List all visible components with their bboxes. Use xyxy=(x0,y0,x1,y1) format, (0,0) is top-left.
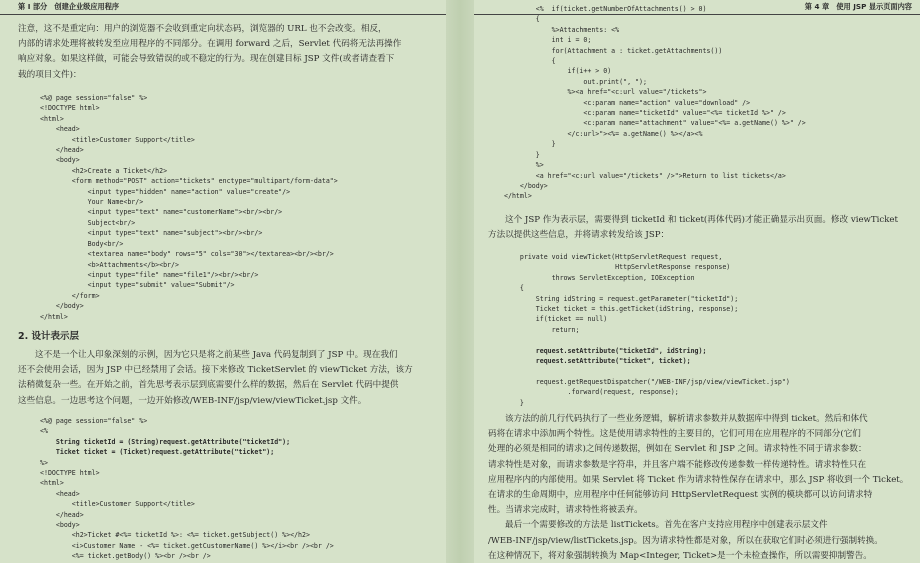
code-line: <a href="<c:url value="/tickets" />">Return to list tickets</a> xyxy=(504,171,786,180)
text-line: /WEB-INF/jsp/view/listTickets.jsp。因为请求特性都是对象，所以在获取它们时必须进行强制转换。 xyxy=(488,535,883,546)
code-line: Subject<br/> xyxy=(40,218,136,227)
body-paragraph xyxy=(18,348,438,409)
code-line: %><a href="<c:url value="/tickets"> xyxy=(504,88,707,97)
body-paragraph xyxy=(488,412,912,563)
code-line: %> xyxy=(40,458,48,467)
code-line: Body<br/> xyxy=(40,239,124,248)
code-line: <!DOCTYPE html> xyxy=(40,469,100,478)
text-line: 在请求的生命周期中，应用程序中任何能够访问 HttpServletRequest 实例的模块都可以访问请求特 xyxy=(488,490,873,501)
code-line: <c:param name="ticketId" value="<%= ticketId %>" /> xyxy=(504,109,786,118)
code-line: <c:param name="action" value="download" /> xyxy=(504,98,751,107)
code-line: </html> xyxy=(40,312,68,321)
text-line: 性。当请求完成时，请求特性将被丢弃。 xyxy=(488,505,643,516)
code-line: <% xyxy=(40,427,48,436)
text-line: 载的项目文件)： xyxy=(18,69,82,80)
code-line: String idString = request.getParameter("ticketId"); xyxy=(504,294,739,303)
code-line: throws ServletException, IOException xyxy=(504,273,695,282)
code-listing-view-ticket xyxy=(40,416,334,562)
text-line: 响应对象。如果这样做，可能会导致错误的或不稳定的行为。现在创建目标 JSP 文件(或者请查看下 xyxy=(18,54,395,65)
code-listing-view-ticket-method xyxy=(504,252,790,408)
text-line: 这不是一个让人印象深刻的示例，因为它只是将之前某些 Java 代码复制到了 JSP 中。现在我们 xyxy=(35,350,398,360)
code-line: <!DOCTYPE html> xyxy=(40,104,100,113)
right-page xyxy=(474,0,920,563)
text-line: 注意，这不是重定向：用户的浏览器不会收到重定向状态码，浏览器的 URL 也不会改变。相反， xyxy=(18,24,387,34)
code-line: </head> xyxy=(40,510,84,519)
code-listing-create-ticket xyxy=(40,93,338,322)
code-line: if(ticket == null) xyxy=(504,315,608,324)
code-line: <c:param name="attachment" value="<%= a.getName() %>" /> xyxy=(504,119,806,128)
code-line: { xyxy=(504,57,556,66)
code-line: %> xyxy=(504,161,544,170)
text-line: 方法以提供这些信息，并将请求转发给该 JSP： xyxy=(488,230,670,241)
text-line: 还不会使用会话，因为 JSP 中已经禁用了会话。接下来修改 TicketServlet 的 viewTicket 方法，该方 xyxy=(18,365,413,376)
code-line: </form> xyxy=(40,291,100,300)
code-line: { xyxy=(504,15,540,24)
text-line: 内部的请求处理将被转发至应用程序的不同部分。在调用 forward 之后，Servlet 代码将无法再操作 xyxy=(18,39,402,50)
code-line: String ticketId = (String)request.getAttribute("ticketId"); xyxy=(40,437,291,446)
code-line: { xyxy=(504,284,524,293)
text-line: 请求特性是对象，而请求参数是字符串，并且客户端不能修改传递参数一样传递特性。请求特性只在 xyxy=(488,459,867,470)
code-line: Your Name<br/> xyxy=(40,198,144,207)
code-line: <input type="hidden" name="action" value="create"/> xyxy=(40,187,291,196)
code-line: for(Attachment a : ticket.getAttachments()) xyxy=(504,46,723,55)
code-line: %>Attachments: <% xyxy=(504,25,620,34)
code-line: } xyxy=(504,150,540,159)
code-line: <h2>Ticket #<%= ticketId %>: <%= ticket.getSubject() %></h2> xyxy=(40,531,310,540)
section-heading: 2. 设计表示层 xyxy=(18,331,80,342)
code-line: <%@ page session="false" %> xyxy=(40,417,148,425)
code-line: return; xyxy=(504,325,580,334)
code-line: out.print(", "); xyxy=(504,77,647,86)
text-line: 在这种情况下，将对象强制转换为 Map<Integer, Ticket>是一个未检查操作，所以需要抑制警告。 xyxy=(488,550,872,561)
code-line: <textarea name="body" rows="5" cols="30"></textarea><br/><br/> xyxy=(40,250,334,259)
code-line: <html> xyxy=(40,114,64,123)
code-line: <input type="text" name="customerName"><br/><br/> xyxy=(40,208,283,217)
book-gutter xyxy=(446,0,474,563)
code-line: <i>Customer Name - <%= ticket.getCustomerName() %></i><br /><br /> xyxy=(40,541,334,550)
body-paragraph xyxy=(488,213,912,243)
code-line: <html> xyxy=(40,479,64,488)
left-page xyxy=(0,0,446,563)
code-line: <body> xyxy=(40,156,80,165)
code-line: <title>Customer Support</title> xyxy=(40,500,195,509)
code-line: request.getRequestDispatcher("/WEB-INF/jsp/view/viewTicket.jsp") xyxy=(504,377,790,386)
code-line: } xyxy=(504,140,556,149)
code-line: <h2>Create a Ticket</h2> xyxy=(40,166,168,175)
code-line: </body> xyxy=(504,181,548,190)
text-line: 这个 JSP 作为表示层，需要得到 ticketId 和 ticket(再体代码)才能正确显示出页面。修改 viewTicket xyxy=(505,215,898,225)
text-line: 该方法的前几行代码执行了一些业务逻辑，解析请求参数并从数据库中得到 ticket。然后和体代 xyxy=(505,414,868,424)
code-line: request.setAttribute("ticketId", idString); xyxy=(504,346,707,355)
code-line: request.setAttribute("ticket", ticket); xyxy=(504,357,691,366)
left-running-header xyxy=(0,0,446,15)
text-line: 这些信息。一边思考这个问题，一边开始修改/WEB-INF/jsp/view/viewTicket.jsp 文件。 xyxy=(18,395,367,406)
code-line: Ticket ticket = (Ticket)request.getAttribute("ticket"); xyxy=(40,448,275,457)
code-line: <head> xyxy=(40,489,80,498)
code-line: <%@ page session="false" %> xyxy=(40,94,148,102)
code-line: private void viewTicket(HttpServletRequest request, xyxy=(504,253,723,261)
code-line: <form method="POST" action="tickets" enctype="multipart/form-data"> xyxy=(40,177,338,186)
code-line: <% if(ticket.getNumberOfAttachments() > 0) xyxy=(504,5,707,13)
code-line: int i = 0; xyxy=(504,36,592,45)
code-line: } xyxy=(504,398,524,407)
code-line: </head> xyxy=(40,146,84,155)
code-line: Ticket ticket = this.getTicket(idString, response); xyxy=(504,305,739,314)
code-line: <body> xyxy=(40,521,80,530)
code-listing-attachments xyxy=(504,4,806,202)
text-line: 法稍微复杂一些。在开始之前，首先思考表示层到底需要什么样的数据，然后在 Servlet 代码中提供 xyxy=(18,380,399,391)
left-header-text: 第 I 部分 创建企业级应用程序 xyxy=(18,2,120,11)
text-line: 应用程序内的内部使用。如果 Servlet 将 Ticket 作为请求特性保存在请求中，那么 JSP 将收到一个 Ticket。 xyxy=(488,474,909,485)
code-line: if(i++ > 0) xyxy=(504,67,612,76)
code-line: .forward(request, response); xyxy=(504,388,679,397)
code-line: </body> xyxy=(40,302,84,311)
code-line: </html> xyxy=(504,192,532,201)
text-line: 处理的必须是相同的请求)之间传递数据，例如在 Servlet 和 JSP 之间。请求特性不同于请求参数： xyxy=(488,444,867,455)
code-line: HttpServletResponse response) xyxy=(504,263,731,272)
code-line: <input type="text" name="subject"><br/><br/> xyxy=(40,229,263,238)
code-line: <title>Customer Support</title> xyxy=(40,135,195,144)
right-header-text: 第 4 章 使用 JSP 显示页面内容 xyxy=(804,2,912,11)
text-line: 最后一个需要修改的方法是 listTickets。首先在客户支持应用程序中创建表示层文件 xyxy=(505,520,828,531)
code-line: <b>Attachments</b><br/> xyxy=(40,260,179,269)
code-line: <%= ticket.getBody() %><br /><br /> xyxy=(40,552,211,561)
text-line: 码将在请求中添加两个特性。这是使用请求特性的主要目的，它们可用在应用程序的不同部分(它们 xyxy=(488,429,861,440)
code-line: </c:url>"><%= a.getName() %></a><% xyxy=(504,129,703,138)
code-line: <input type="file" name="file1"/><br/><br/> xyxy=(40,270,259,279)
intro-paragraph xyxy=(18,22,438,83)
code-line: <head> xyxy=(40,125,80,134)
code-line: <input type="submit" value="Submit"/> xyxy=(40,281,235,290)
